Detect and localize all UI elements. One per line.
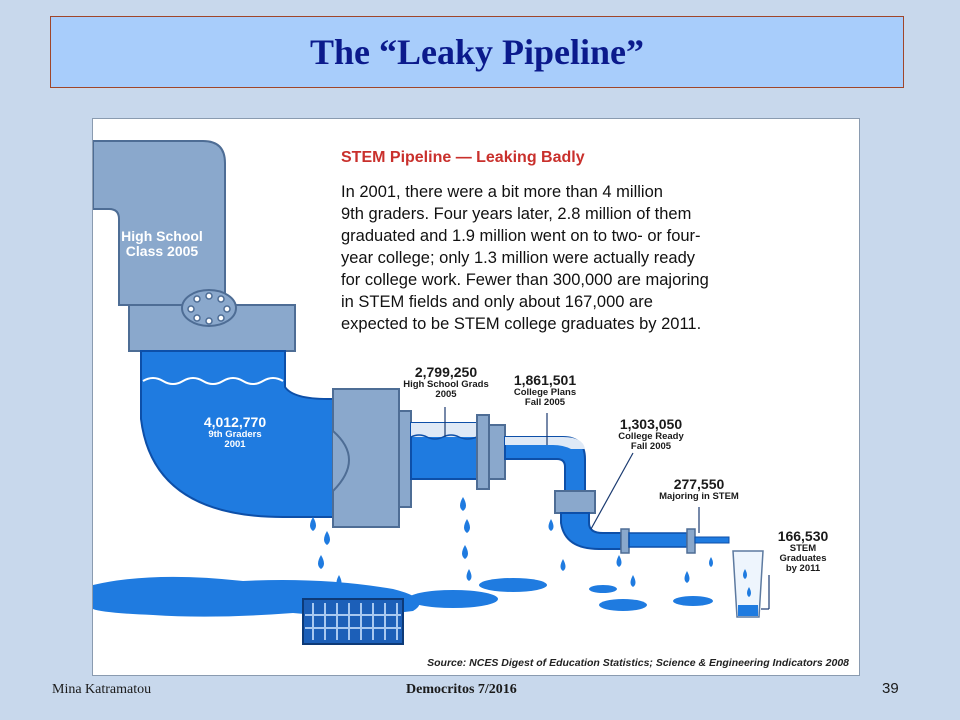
page-number: 39 bbox=[882, 680, 899, 697]
stage-value: 1,861,501 bbox=[513, 372, 577, 388]
stage-label-college-ready bbox=[601, 417, 701, 452]
stage-label-9th-graders bbox=[175, 415, 295, 450]
stage-desc: STEM bbox=[789, 542, 817, 554]
body-line: 9th graders. Four years later, 2.8 million of them bbox=[341, 205, 692, 223]
stage-label-majoring-stem bbox=[649, 477, 749, 502]
stage-desc: Majoring in STEM bbox=[659, 490, 739, 502]
stage-label-hs-grads bbox=[391, 365, 501, 400]
stage-desc: 2005 bbox=[435, 388, 457, 400]
stage-desc: College Ready bbox=[618, 430, 684, 442]
small-pipe bbox=[561, 513, 621, 549]
body-line: expected to be STEM college graduates by 2011. bbox=[341, 315, 702, 333]
title-banner bbox=[50, 16, 904, 88]
stage-value: 2,799,250 bbox=[414, 364, 478, 380]
stage-desc: College Plans bbox=[513, 386, 577, 398]
stage-label-college-plans bbox=[495, 373, 595, 408]
drain-grate bbox=[303, 599, 403, 644]
figure-source: Source: NCES Digest of Education Statistics; Science & Engineering Indicators 2008 bbox=[427, 657, 849, 669]
upper-pipe-label-line1: High School bbox=[121, 228, 203, 244]
stage-desc: Fall 2005 bbox=[630, 440, 672, 452]
slide-title: The “Leaky Pipeline” bbox=[309, 32, 645, 72]
stage-desc: Fall 2005 bbox=[524, 396, 566, 408]
upper-pipe-label bbox=[107, 229, 217, 258]
stage-desc: 9th Graders bbox=[208, 428, 262, 440]
stage-value: 1,303,050 bbox=[619, 416, 683, 432]
body-line: graduated and 1.9 million went on to two- or four- bbox=[341, 227, 701, 245]
footer-author: Mina Katramatou bbox=[52, 682, 152, 697]
figure-heading: STEM Pipeline — Leaking Badly bbox=[341, 149, 585, 166]
body-line: year college; only 1.3 million were actually ready bbox=[341, 249, 696, 267]
stage-label-stem-graduates bbox=[763, 529, 843, 574]
upper-pipe-label-line2: Class 2005 bbox=[125, 242, 199, 259]
body-line: for college work. Fewer than 300,000 are majoring bbox=[341, 271, 709, 289]
stage-desc: Graduates bbox=[779, 552, 827, 564]
footer-event: Democritos 7/2016 bbox=[406, 682, 517, 697]
stage-desc: High School Grads bbox=[403, 378, 489, 390]
stage-desc: by 2011 bbox=[785, 562, 821, 574]
stage-value: 4,012,770 bbox=[203, 414, 267, 430]
body-line: in STEM fields and only about 167,000 are bbox=[341, 293, 653, 311]
upper-elbow-pipe bbox=[93, 141, 225, 305]
pipeline-figure bbox=[92, 118, 860, 676]
stage-value: 166,530 bbox=[777, 528, 829, 544]
figure-body-text bbox=[341, 181, 821, 335]
body-line: In 2001, there were a bit more than 4 million bbox=[341, 183, 663, 201]
stage-desc: 2001 bbox=[224, 438, 246, 450]
stage-value: 277,550 bbox=[673, 476, 725, 492]
